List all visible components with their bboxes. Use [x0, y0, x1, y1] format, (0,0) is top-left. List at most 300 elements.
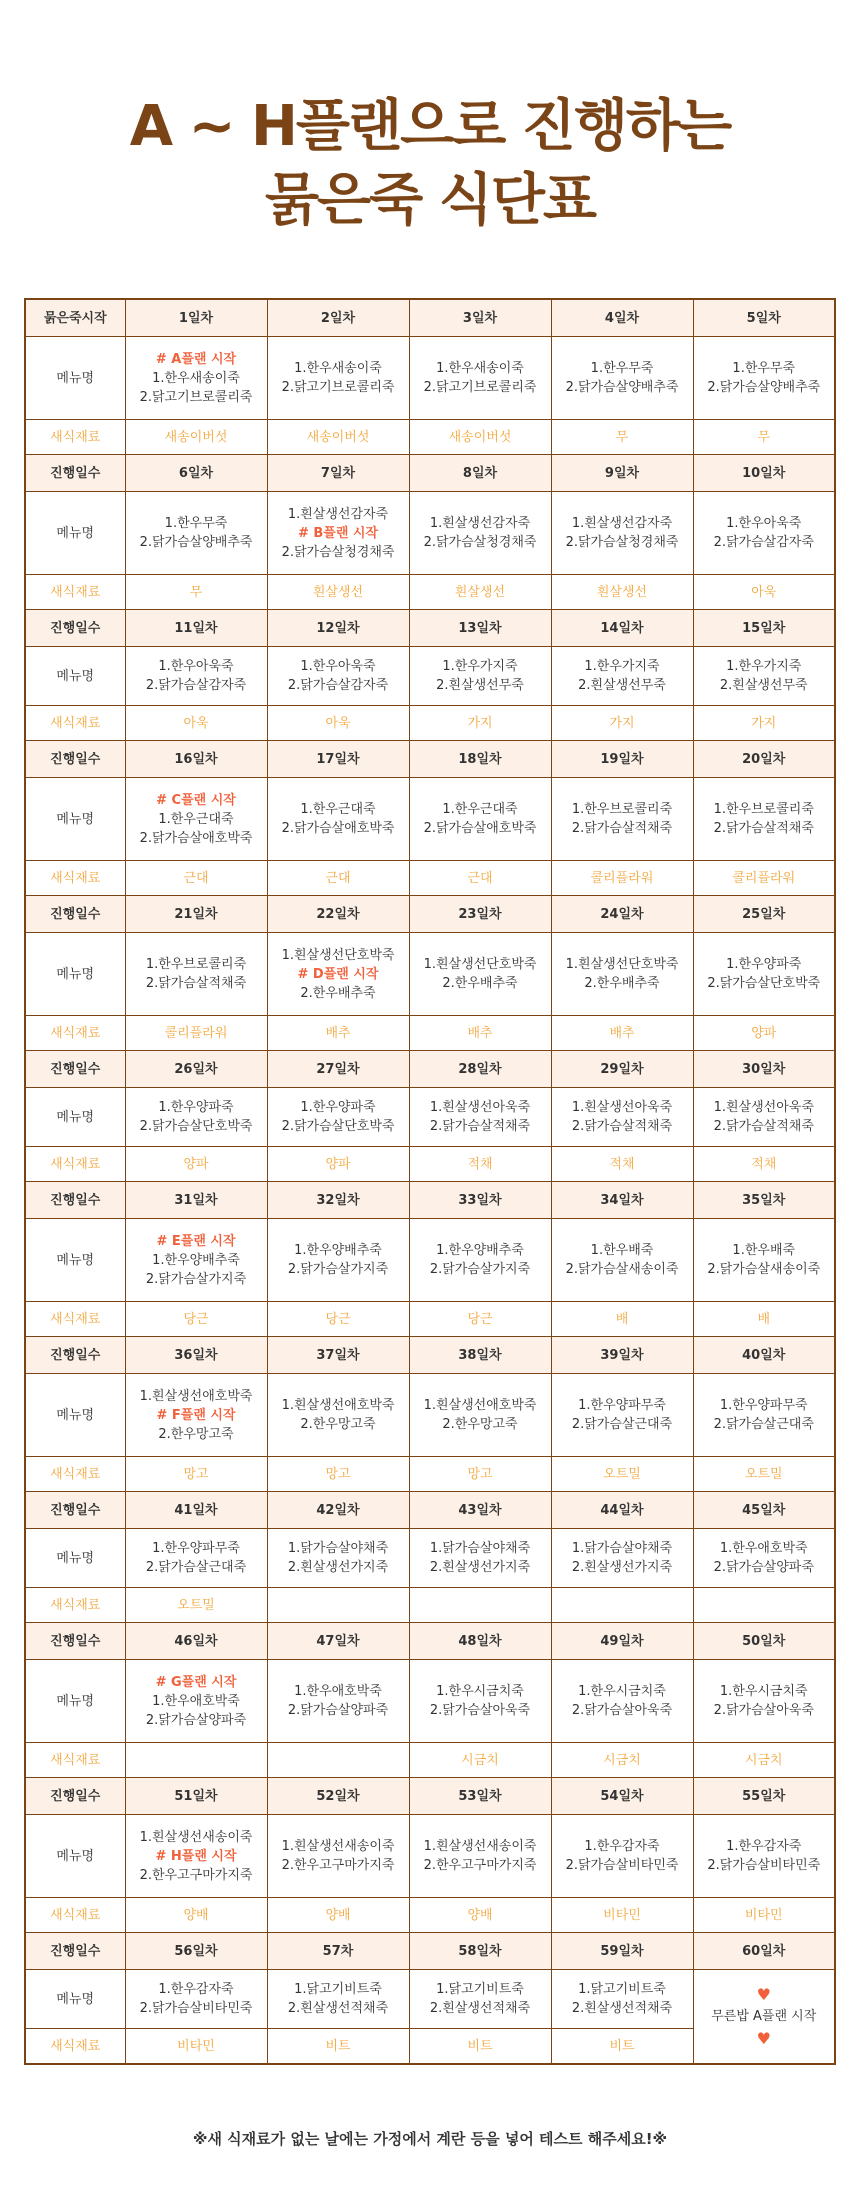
menu-cell: [267, 1088, 409, 1147]
menu-item: 2.닭가슴살근대죽: [713, 1417, 814, 1432]
menu-item: 1.한우양파죽: [726, 957, 802, 972]
ingredient-cell: 배추: [551, 1016, 693, 1051]
menu-item: 2.한우망고죽: [158, 1426, 234, 1442]
day-cell: 45일차: [693, 1492, 835, 1529]
ingredient-cell: 망고: [267, 1457, 409, 1492]
menu-item: 2.닭가슴살가지죽: [429, 1262, 531, 1277]
menu-cell: [267, 1815, 409, 1898]
menu-item: 2.흰살생선적채죽: [287, 2001, 389, 2016]
menu-cell: [693, 1374, 835, 1457]
menu-cell: [267, 933, 409, 1016]
menu-item: 1.한우브로콜리죽: [571, 802, 673, 817]
menu-cell: [267, 492, 409, 575]
menu-cell: [409, 1088, 551, 1147]
menu-item: 2.닭가슴살단호박죽: [281, 1119, 395, 1134]
ingredient-cell: 시금치: [409, 1743, 551, 1778]
menu-cell: [551, 1970, 693, 2029]
menu-cell: [409, 1660, 551, 1743]
menu-item: 2.닭가슴살아욱죽: [429, 1703, 531, 1718]
menu-row: [25, 647, 835, 706]
menu-row: [25, 1088, 835, 1147]
menu-item: 2.닭가슴살양파죽: [287, 1703, 389, 1718]
menu-item: 1.한우애호박죽: [294, 1684, 382, 1699]
menu-item: 1.한우애호박죽: [719, 1541, 808, 1556]
ingredient-cell: 당근: [125, 1302, 267, 1337]
menu-item: 2.흰살생선가지죽: [429, 1560, 531, 1575]
ingredient-cell: 시금치: [693, 1743, 835, 1778]
menu-row-label: 메뉴명: [25, 933, 125, 1016]
menu-cell: [551, 1219, 693, 1302]
day-cell: 9일차: [551, 455, 693, 492]
day-row: [25, 1051, 835, 1088]
plan-start-label: # D플랜 시작: [297, 966, 379, 982]
menu-item: 2.한우고구마가지죽: [423, 1858, 537, 1873]
menu-item: 2.닭가슴살감자죽: [713, 535, 814, 550]
menu-item: 2.닭가슴살애호박죽: [423, 821, 537, 836]
menu-item: 1.한우양배추죽: [294, 1243, 382, 1258]
menu-item: 2.닭가슴살애호박죽: [281, 821, 395, 836]
ingredient-cell: 새송이버섯: [125, 420, 267, 455]
menu-item: 1.한우근대죽: [442, 802, 518, 817]
menu-row: [25, 778, 835, 861]
menu-row-label: 메뉴명: [25, 778, 125, 861]
menu-item: 1.닭고기비트죽: [578, 1982, 666, 1997]
menu-cell: [551, 1529, 693, 1588]
day-row-label: 진행일수: [25, 1337, 125, 1374]
menu-item: 2.한우고구마가지죽: [139, 1867, 253, 1883]
day-cell: 32일차: [267, 1182, 409, 1219]
ingredient-cell: 양배: [267, 1898, 409, 1933]
menu-item: 1.한우아욱죽: [158, 659, 234, 674]
menu-cell: [267, 1529, 409, 1588]
ingredient-cell: 근대: [267, 861, 409, 896]
menu-row-label: 메뉴명: [25, 1088, 125, 1147]
ingredient-row-label: 새식재료: [25, 1588, 125, 1623]
day-cell: 14일차: [551, 610, 693, 647]
ingredient-cell: 흰살생선: [409, 575, 551, 610]
day-cell: 33일차: [409, 1182, 551, 1219]
day-cell: 46일차: [125, 1623, 267, 1660]
menu-item: 2.닭가슴살근대죽: [571, 1417, 673, 1432]
ingredient-row-label: 새식재료: [25, 1302, 125, 1337]
day-cell: 44일차: [551, 1492, 693, 1529]
menu-item: 2.흰살생선무죽: [578, 678, 666, 693]
ingredient-cell: 오트밀: [125, 1588, 267, 1623]
ingredient-cell: 무: [693, 420, 835, 455]
menu-cell: [409, 1970, 551, 2029]
menu-item: 1.닭가슴살야채죽: [429, 1541, 531, 1556]
ingredient-cell: 아욱: [125, 706, 267, 741]
menu-cell: [267, 337, 409, 420]
menu-item: 2.한우배추죽: [584, 976, 660, 991]
menu-cell: [551, 337, 693, 420]
ingredient-cell: 배추: [409, 1016, 551, 1051]
day-row: [25, 1778, 835, 1815]
menu-cell: [693, 778, 835, 861]
day-cell: 17일차: [267, 741, 409, 778]
menu-item: 1.흰살생선새송이죽: [281, 1839, 395, 1854]
menu-item: 2.닭가슴살청경채죽: [565, 535, 679, 550]
day-cell: 52일차: [267, 1778, 409, 1815]
title-line-2: 묽은죽 식단표: [264, 168, 596, 233]
day-cell: 39일차: [551, 1337, 693, 1374]
menu-row-label: 메뉴명: [25, 337, 125, 420]
menu-cell: [693, 492, 835, 575]
menu-cell: [551, 1660, 693, 1743]
title-line-1: A ~ H플랜으로 진행하는: [129, 94, 731, 159]
menu-cell: [409, 1374, 551, 1457]
menu-item: 1.흰살생선애호박죽: [423, 1398, 537, 1413]
ingredient-cell: [267, 1743, 409, 1778]
day-cell: 38일차: [409, 1337, 551, 1374]
day-cell: 55일차: [693, 1778, 835, 1815]
menu-cell: [551, 933, 693, 1016]
menu-item: 2.닭가슴살비타민죽: [707, 1858, 821, 1873]
day-cell: 50일차: [693, 1623, 835, 1660]
menu-item: 2.닭가슴살애호박죽: [139, 830, 253, 846]
menu-item: 2.흰살생선무죽: [719, 678, 808, 693]
day-row: [25, 741, 835, 778]
ingredient-row: [25, 1588, 835, 1623]
ingredient-cell: [267, 1588, 409, 1623]
menu-item: 2.닭가슴살적채죽: [571, 1119, 673, 1134]
ingredient-cell: 근대: [125, 861, 267, 896]
ingredient-row-label: 새식재료: [25, 575, 125, 610]
day-cell: 21일차: [125, 896, 267, 933]
day-cell: 29일차: [551, 1051, 693, 1088]
day-cell: 16일차: [125, 741, 267, 778]
ingredient-cell: 시금치: [551, 1743, 693, 1778]
menu-row: [25, 1529, 835, 1588]
day-cell: 59일차: [551, 1933, 693, 1970]
menu-item: 1.한우양파죽: [158, 1100, 234, 1115]
ingredient-cell: 양파: [693, 1016, 835, 1051]
menu-item: 2.닭가슴살가지죽: [145, 1271, 247, 1287]
menu-item: 2.닭고기브로콜리죽: [423, 380, 537, 395]
menu-item: 2.닭가슴살양배추죽: [565, 380, 679, 395]
ingredient-row: [25, 1302, 835, 1337]
menu-item: 1.흰살생선애호박죽: [139, 1388, 253, 1404]
day-row: [25, 896, 835, 933]
menu-cell: [267, 1970, 409, 2029]
ingredient-row-label: 새식재료: [25, 420, 125, 455]
day-cell: 13일차: [409, 610, 551, 647]
menu-cell: [551, 778, 693, 861]
menu-row-label: 메뉴명: [25, 1374, 125, 1457]
day-cell: 4일차: [551, 299, 693, 337]
menu-item: 2.닭고기브로콜리죽: [139, 389, 253, 405]
menu-item: 1.흰살생선새송이죽: [139, 1829, 253, 1845]
menu-item: 2.닭가슴살감자죽: [287, 678, 389, 693]
day-row: [25, 610, 835, 647]
menu-item: 1.흰살생선단호박죽: [565, 957, 679, 972]
ingredient-row-label: 새식재료: [25, 1016, 125, 1051]
menu-item: 1.흰살생선감자죽: [429, 516, 531, 531]
ingredient-cell: 비타민: [551, 1898, 693, 1933]
ingredient-cell: 당근: [267, 1302, 409, 1337]
menu-item: 2.닭가슴살아욱죽: [713, 1703, 814, 1718]
ingredient-cell: 아욱: [267, 706, 409, 741]
day-cell: 35일차: [693, 1182, 835, 1219]
menu-item: 2.닭가슴살비타민죽: [139, 2001, 253, 2016]
plan-start-label: # G플랜 시작: [155, 1674, 237, 1690]
day-cell: 19일차: [551, 741, 693, 778]
menu-cell: [409, 933, 551, 1016]
menu-item: 1.한우아욱죽: [300, 659, 376, 674]
ingredient-cell: 콜리플라워: [693, 861, 835, 896]
menu-row: [25, 492, 835, 575]
menu-cell: [125, 1660, 267, 1743]
menu-cell: [693, 933, 835, 1016]
menu-cell: [125, 1088, 267, 1147]
day-cell: 20일차: [693, 741, 835, 778]
ingredient-cell: 비트: [409, 2029, 551, 2065]
day-row-label: 진행일수: [25, 1051, 125, 1088]
day-row: [25, 1492, 835, 1529]
menu-item: 2.닭가슴살새송이죽: [565, 1262, 679, 1277]
day-row-label: 진행일수: [25, 1778, 125, 1815]
menu-item: 2.닭가슴살비타민죽: [565, 1858, 679, 1873]
day-cell: 1일차: [125, 299, 267, 337]
menu-item: 1.한우양파무죽: [578, 1398, 666, 1413]
day-cell: 49일차: [551, 1623, 693, 1660]
menu-item: 1.한우새송이죽: [436, 361, 524, 376]
menu-item: 2.한우배추죽: [442, 976, 518, 991]
menu-cell: [267, 778, 409, 861]
menu-cell: [693, 1660, 835, 1743]
menu-item: 1.흰살생선아욱죽: [713, 1100, 814, 1115]
menu-cell: [551, 1374, 693, 1457]
menu-item: 1.한우시금치죽: [719, 1684, 808, 1699]
menu-item: 1.한우브로콜리죽: [713, 802, 814, 817]
day-cell: 34일차: [551, 1182, 693, 1219]
menu-row-label: 메뉴명: [25, 647, 125, 706]
menu-cell: [693, 337, 835, 420]
menu-item: 1.한우양파무죽: [719, 1398, 808, 1413]
menu-item: 1.한우배죽: [732, 1243, 796, 1258]
day-cell: 41일차: [125, 1492, 267, 1529]
ingredient-cell: [125, 1743, 267, 1778]
ingredient-cell: 무: [551, 420, 693, 455]
final-plan-label: 무른밥 A플랜 시작: [711, 2008, 817, 2024]
ingredient-cell: 적채: [693, 1147, 835, 1182]
menu-cell: [409, 1815, 551, 1898]
ingredient-cell: 양파: [125, 1147, 267, 1182]
ingredient-row-label: 새식재료: [25, 2029, 125, 2065]
menu-cell: [693, 647, 835, 706]
ingredient-cell: [551, 1588, 693, 1623]
ingredient-cell: 적채: [551, 1147, 693, 1182]
menu-item: 2.닭가슴살적채죽: [713, 821, 814, 836]
menu-item: 2.흰살생선가지죽: [287, 1560, 389, 1575]
day-cell: 37일차: [267, 1337, 409, 1374]
plan-start-label: # B플랜 시작: [297, 525, 379, 541]
menu-cell: [409, 778, 551, 861]
ingredient-cell: 양파: [267, 1147, 409, 1182]
plan-start-label: # C플랜 시작: [156, 792, 236, 808]
menu-cell: [693, 1529, 835, 1588]
day-cell: 11일차: [125, 610, 267, 647]
day-row-label: 진행일수: [25, 1933, 125, 1970]
menu-cell: [267, 1374, 409, 1457]
ingredient-row: [25, 1457, 835, 1492]
menu-item: 1.한우가지죽: [584, 659, 660, 674]
ingredient-cell: 가지: [551, 706, 693, 741]
page-title: [0, 90, 860, 238]
menu-item: 2.한우고구마가지죽: [281, 1858, 395, 1873]
ingredient-cell: 가지: [409, 706, 551, 741]
menu-cell: [125, 647, 267, 706]
menu-item: 1.한우양파무죽: [152, 1541, 240, 1556]
menu-item: 1.닭가슴살야채죽: [571, 1541, 673, 1556]
menu-item: 1.한우감자죽: [158, 1982, 234, 1997]
ingredient-cell: 배추: [267, 1016, 409, 1051]
ingredient-cell: 가지: [693, 706, 835, 741]
footnote: ※새 식재료가 없는 날에는 가정에서 계란 등을 넣어 테스트 해주세요!※: [192, 2130, 668, 2148]
menu-cell: [693, 1088, 835, 1147]
day-cell: 30일차: [693, 1051, 835, 1088]
ingredient-cell: [693, 1588, 835, 1623]
menu-item: 2.닭가슴살아욱죽: [571, 1703, 673, 1718]
menu-item: 2.닭가슴살단호박죽: [139, 1119, 253, 1134]
day-cell: 36일차: [125, 1337, 267, 1374]
day-cell: 24일차: [551, 896, 693, 933]
menu-row-label: 메뉴명: [25, 492, 125, 575]
ingredient-cell: 비트: [551, 2029, 693, 2065]
ingredient-cell: 배: [693, 1302, 835, 1337]
day-cell: 22일차: [267, 896, 409, 933]
menu-item: 1.한우새송이죽: [294, 361, 382, 376]
day-row-label: 진행일수: [25, 1182, 125, 1219]
menu-cell: [409, 647, 551, 706]
menu-item: 1.한우양배추죽: [436, 1243, 524, 1258]
ingredient-row: [25, 1016, 835, 1051]
menu-item: 2.닭가슴살적채죽: [429, 1119, 531, 1134]
ingredient-cell: 양배: [125, 1898, 267, 1933]
day-cell: 12일차: [267, 610, 409, 647]
menu-cell: [125, 1219, 267, 1302]
ingredient-cell: 양배: [409, 1898, 551, 1933]
menu-item: 1.한우가지죽: [726, 659, 802, 674]
menu-cell: [409, 1219, 551, 1302]
day-row-label: 진행일수: [25, 741, 125, 778]
menu-item: 2.닭가슴살적채죽: [713, 1119, 814, 1134]
menu-row-label: 메뉴명: [25, 1815, 125, 1898]
menu-item: 2.닭가슴살감자죽: [145, 678, 247, 693]
menu-item: 2.한우망고죽: [442, 1417, 518, 1432]
menu-item: 1.한우무죽: [164, 516, 228, 531]
day-row: [25, 1182, 835, 1219]
menu-item: 1.한우감자죽: [726, 1839, 802, 1854]
heart-icon: ♥: [756, 2028, 771, 2048]
menu-item: 2.닭가슴살근대죽: [145, 1560, 247, 1575]
menu-item: 1.한우근대죽: [158, 811, 234, 827]
day-cell: 47일차: [267, 1623, 409, 1660]
menu-cell: [551, 1088, 693, 1147]
day-cell: 51일차: [125, 1778, 267, 1815]
menu-item: 1.한우브로콜리죽: [145, 957, 247, 972]
ingredient-row-label: 새식재료: [25, 706, 125, 741]
menu-item: 2.닭가슴살단호박죽: [707, 976, 821, 991]
ingredient-cell: 망고: [409, 1457, 551, 1492]
ingredient-cell: [409, 1588, 551, 1623]
menu-item: 1.한우무죽: [590, 361, 654, 376]
day-row-label: 진행일수: [25, 896, 125, 933]
ingredient-cell: 비트: [267, 2029, 409, 2065]
ingredient-cell: 망고: [125, 1457, 267, 1492]
day-cell: 54일차: [551, 1778, 693, 1815]
menu-item: 1.한우감자죽: [584, 1839, 660, 1854]
menu-item: 1.흰살생선감자죽: [287, 506, 389, 522]
menu-item: 2.닭가슴살적채죽: [571, 821, 673, 836]
plan-start-label: # F플랜 시작: [156, 1407, 236, 1423]
menu-item: 2.닭가슴살양배추죽: [139, 535, 253, 550]
menu-cell: [409, 337, 551, 420]
day-cell: 3일차: [409, 299, 551, 337]
menu-item: 2.닭가슴살양파죽: [713, 1560, 814, 1575]
day-cell: 40일차: [693, 1337, 835, 1374]
menu-item: 2.닭가슴살청경채죽: [423, 535, 537, 550]
menu-cell: [693, 1815, 835, 1898]
ingredient-row: [25, 1743, 835, 1778]
menu-item: 1.닭고기비트죽: [294, 1982, 382, 1997]
final-plan-cell: [693, 1970, 835, 2065]
ingredient-row: [25, 706, 835, 741]
plan-start-label: # E플랜 시작: [156, 1233, 236, 1249]
menu-row-label: 메뉴명: [25, 1660, 125, 1743]
menu-row-label: 메뉴명: [25, 1219, 125, 1302]
plan-start-label: # A플랜 시작: [155, 351, 237, 367]
ingredient-row: [25, 575, 835, 610]
menu-item: 1.한우무죽: [732, 361, 796, 376]
day-cell: 27일차: [267, 1051, 409, 1088]
ingredient-cell: 새송이버섯: [267, 420, 409, 455]
menu-cell: [693, 1219, 835, 1302]
day-cell: 31일차: [125, 1182, 267, 1219]
menu-item: 1.한우양파죽: [300, 1100, 376, 1115]
menu-item: 1.흰살생선아욱죽: [429, 1100, 531, 1115]
ingredient-cell: 무: [125, 575, 267, 610]
menu-item: 1.한우새송이죽: [152, 370, 240, 386]
menu-cell: [267, 1219, 409, 1302]
day-cell: 18일차: [409, 741, 551, 778]
menu-item: 1.한우시금치죽: [436, 1684, 524, 1699]
menu-row: [25, 337, 835, 420]
day-cell: 58일차: [409, 1933, 551, 1970]
day-row-label: 진행일수: [25, 610, 125, 647]
menu-row: [25, 1660, 835, 1743]
menu-item: 1.흰살생선새송이죽: [423, 1839, 537, 1854]
menu-row-label: 메뉴명: [25, 1529, 125, 1588]
day-row-label: 묽은죽시작: [25, 299, 125, 337]
meal-plan-table: [24, 298, 836, 2065]
day-cell: 2일차: [267, 299, 409, 337]
menu-item: 2.흰살생선적채죽: [429, 2001, 531, 2016]
menu-item: 1.흰살생선감자죽: [571, 516, 673, 531]
menu-item: 1.한우근대죽: [300, 802, 376, 817]
menu-item: 2.흰살생선가지죽: [571, 1560, 673, 1575]
menu-cell: [125, 778, 267, 861]
menu-item: 2.흰살생선적채죽: [571, 2001, 673, 2016]
menu-row: [25, 1219, 835, 1302]
day-cell: 43일차: [409, 1492, 551, 1529]
menu-item: 2.한우망고죽: [300, 1417, 376, 1432]
heart-icon: ♥: [756, 1984, 771, 2004]
menu-item: 1.닭고기비트죽: [436, 1982, 524, 1997]
day-cell: 57차: [267, 1933, 409, 1970]
ingredient-row-label: 새식재료: [25, 1457, 125, 1492]
day-cell: 42일차: [267, 1492, 409, 1529]
